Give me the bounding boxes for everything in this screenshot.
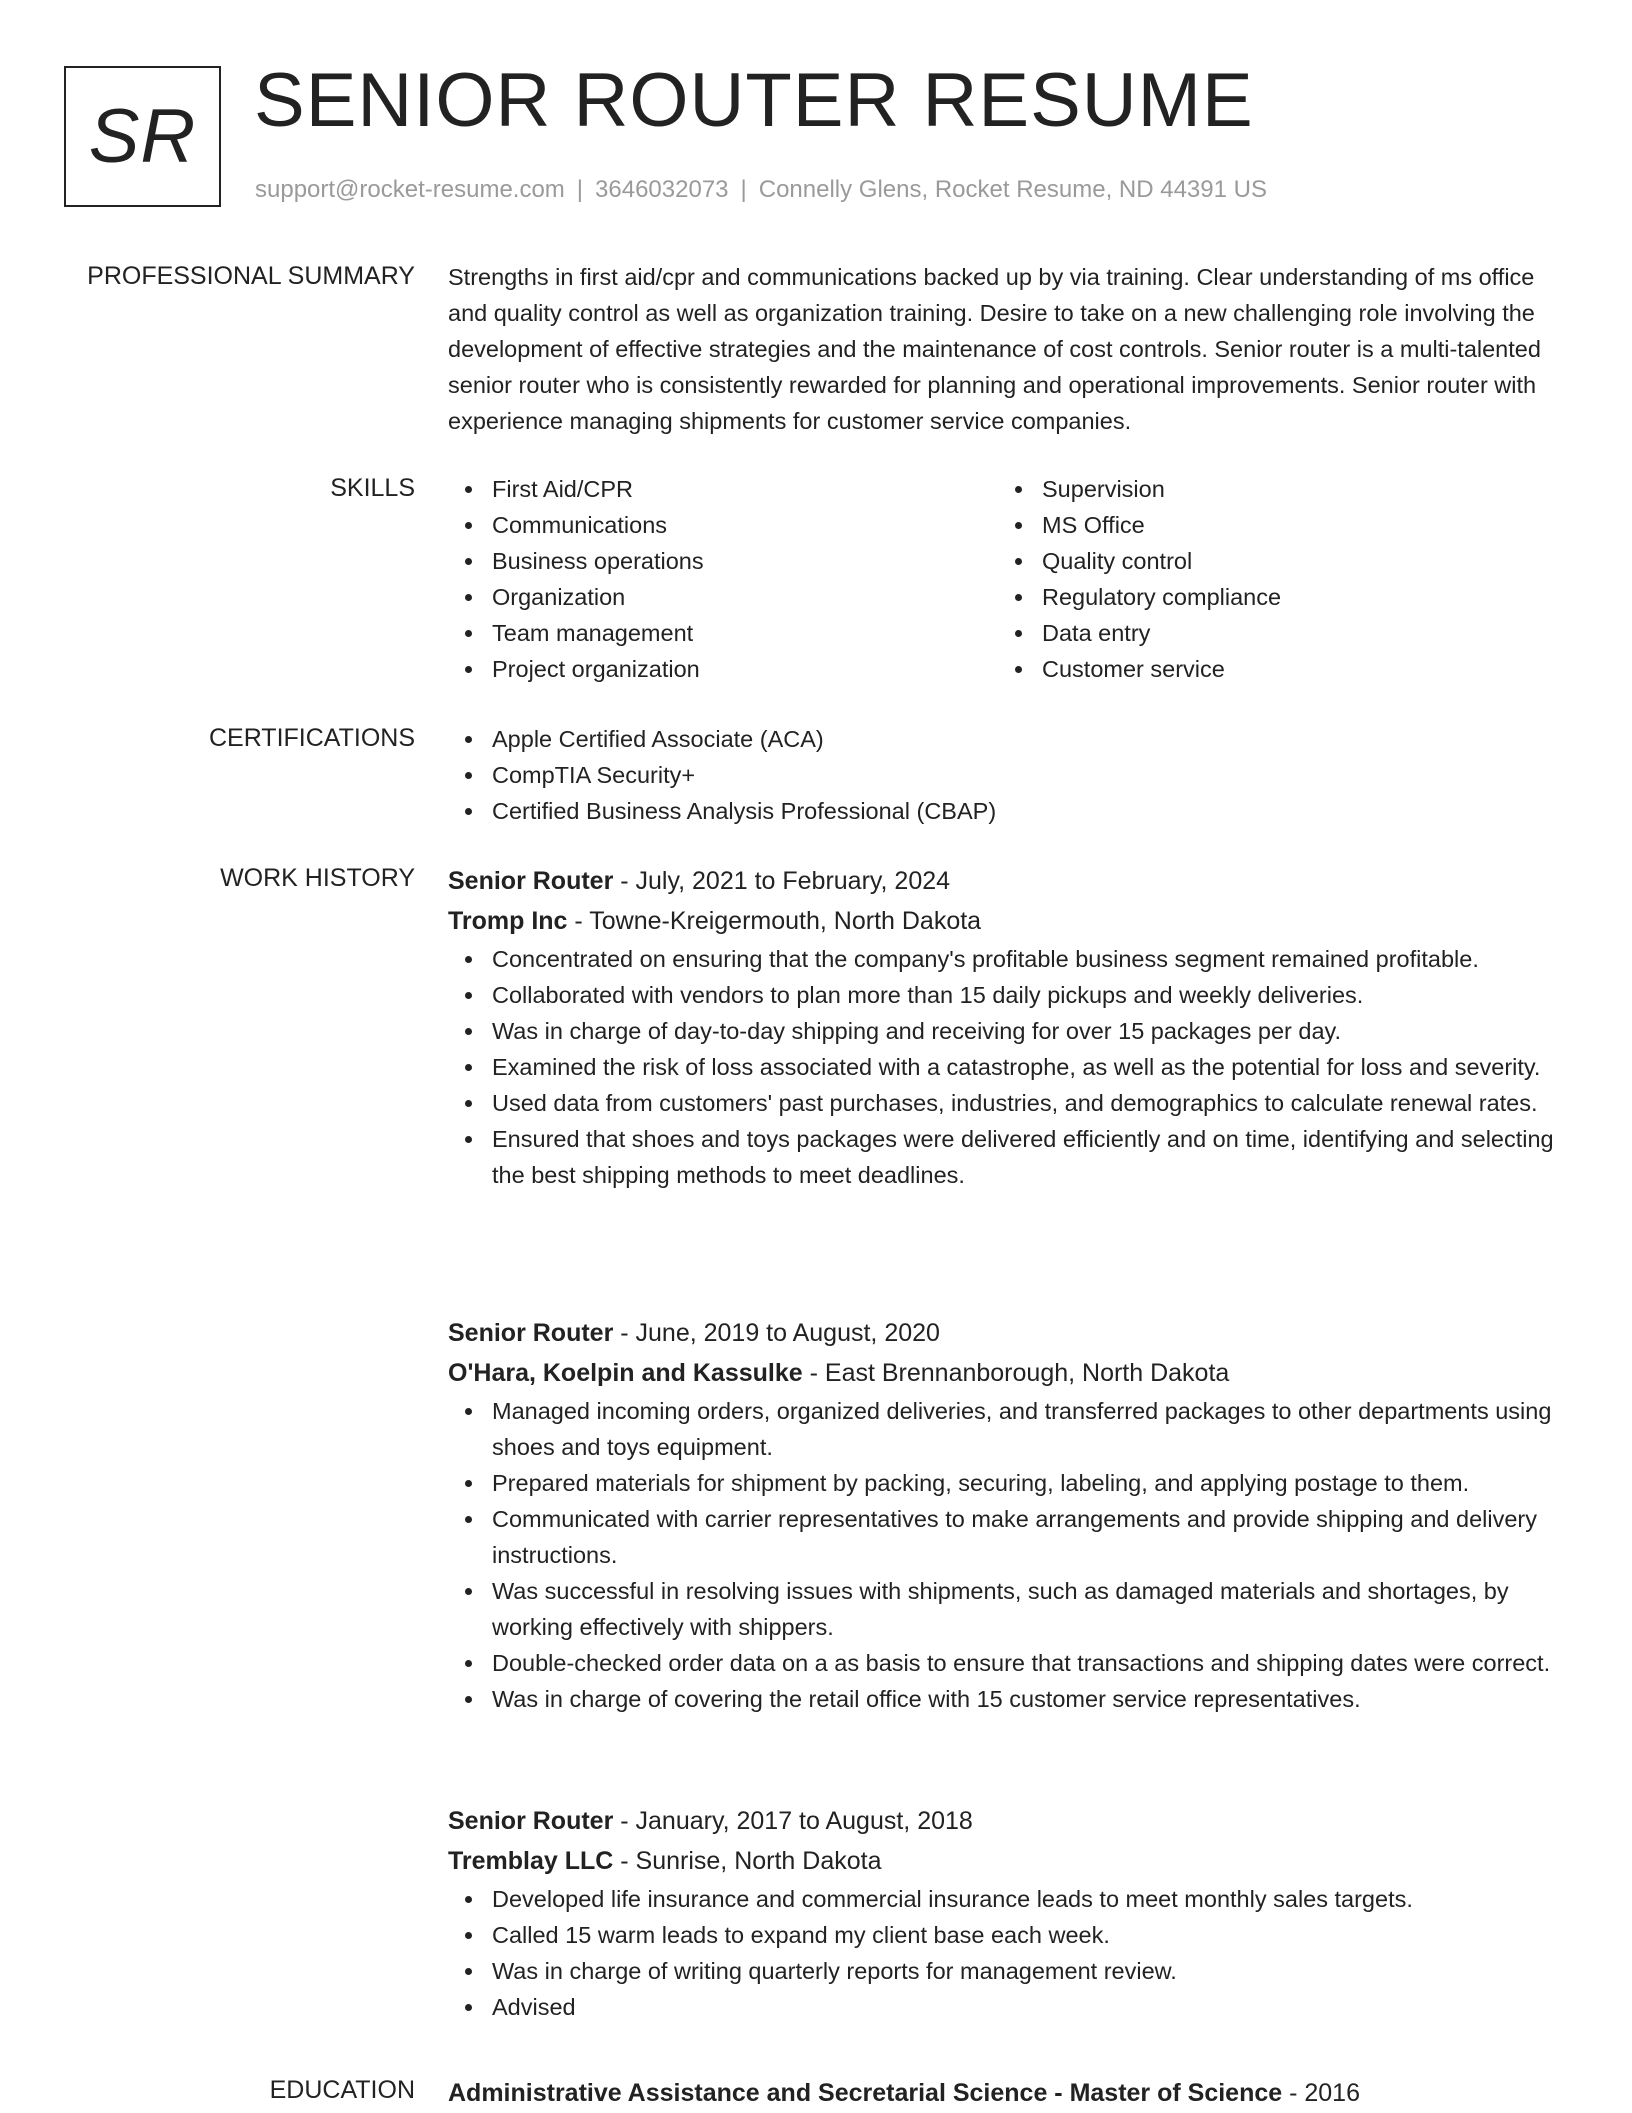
certifications-body	[448, 721, 1568, 829]
skill-item: Organization	[492, 579, 998, 615]
job-dates: - July, 2021 to February, 2024	[613, 867, 951, 895]
job-duty-item: Ensured that shoes and toys packages were delivered efficiently and on time, identifying and selecting the best shipping methods to meet deadlines.	[492, 1121, 1568, 1193]
job-title: Senior Router	[448, 1807, 614, 1835]
job-entry	[448, 1801, 1568, 2025]
job-duty-item: Was in charge of day-to-day shipping and receiving for over 15 packages per day.	[492, 1013, 1568, 1049]
job-title-line	[448, 1801, 1568, 1841]
job-company: Tromp Inc	[448, 907, 568, 935]
job-duty-item: Called 15 warm leads to expand my client base each week.	[492, 1917, 1568, 1953]
skill-item: Project organization	[492, 651, 998, 687]
job-duty-item: Advised	[492, 1989, 1568, 2025]
contact-phone: 3646032073	[595, 176, 729, 203]
job-duty-item: Communicated with carrier representatives to make arrangements and provide shipping and delivery instructions.	[492, 1501, 1568, 1573]
contact-separator: |	[576, 176, 584, 203]
section-label-education: EDUCATION	[269, 2076, 415, 2104]
job-title: Senior Router	[448, 867, 614, 895]
job-entry	[448, 1313, 1568, 1717]
education-line	[448, 2073, 1568, 2113]
skill-item: MS Office	[1042, 507, 1548, 543]
job-duty-item: Was in charge of covering the retail office with 15 customer service representatives.	[492, 1681, 1568, 1717]
certification-item: Certified Business Analysis Professional (CBAP)	[492, 793, 1568, 829]
job-duty-item: Double-checked order data on a as basis to ensure that transactions and shipping dates were correct.	[492, 1645, 1568, 1681]
job-location: - Sunrise, North Dakota	[613, 1847, 882, 1875]
job-company: O'Hara, Koelpin and Kassulke	[448, 1359, 803, 1387]
skill-item: Supervision	[1042, 471, 1548, 507]
job-duty-item: Was in charge of writing quarterly reports for management review.	[492, 1953, 1568, 1989]
education-year: - 2016	[1282, 2079, 1360, 2107]
education-body	[448, 2073, 1568, 2113]
job-dates: - June, 2019 to August, 2020	[613, 1319, 940, 1347]
skills-body	[448, 471, 1568, 687]
section-label-certifications: CERTIFICATIONS	[208, 724, 415, 752]
job-dates: - January, 2017 to August, 2018	[613, 1807, 973, 1835]
job-duty-item: Collaborated with vendors to plan more than 15 daily pickups and weekly deliveries.	[492, 977, 1568, 1013]
contact-separator: |	[740, 176, 747, 203]
initials-monogram	[64, 66, 221, 207]
education-degree: Administrative Assistance and Secretarial Science - Master of Science	[448, 2079, 1283, 2107]
initials-text: SR	[88, 94, 197, 179]
job-title-line	[448, 1313, 1568, 1353]
section-label-skills: SKILLS	[330, 474, 415, 502]
certification-item: Apple Certified Associate (ACA)	[492, 721, 1568, 757]
job-location: - Towne-Kreigermouth, North Dakota	[567, 907, 982, 935]
skill-item: Customer service	[1042, 651, 1548, 687]
resume-title: SENIOR ROUTER RESUME	[254, 58, 1254, 143]
skills-list-right	[998, 471, 1548, 687]
job-duty-item: Prepared materials for shipment by packing, securing, labeling, and applying postage to them.	[492, 1465, 1568, 1501]
contact-line	[255, 173, 1267, 207]
job-location: - East Brennanborough, North Dakota	[802, 1359, 1230, 1387]
certifications-list	[448, 721, 1568, 829]
job-company-line	[448, 1353, 1568, 1393]
job-company: Tremblay LLC	[448, 1847, 614, 1875]
certification-item: CompTIA Security+	[492, 757, 1568, 793]
job-duties-list	[448, 1881, 1568, 2025]
job-company-line	[448, 1841, 1568, 1881]
section-label-work-history: WORK HISTORY	[220, 864, 415, 892]
skill-item: Business operations	[492, 543, 998, 579]
skill-item: Data entry	[1042, 615, 1548, 651]
contact-address: Connelly Glens, Rocket Resume, ND 44391 US	[758, 176, 1267, 203]
job-duty-item: Developed life insurance and commercial insurance leads to meet monthly sales targets.	[492, 1881, 1568, 1917]
job-title-line	[448, 861, 1568, 901]
job-duty-item: Examined the risk of loss associated with a catastrophe, as well as the potential for loss and severity.	[492, 1049, 1568, 1085]
job-company-line	[448, 901, 1568, 941]
skill-item: Communications	[492, 507, 998, 543]
job-duty-item: Was successful in resolving issues with shipments, such as damaged materials and shortages, by working effectively with shippers.	[492, 1573, 1568, 1645]
job-duty-item: Managed incoming orders, organized deliveries, and transferred packages to other departments using shoes and toys equipment.	[492, 1393, 1568, 1465]
job-duties-list	[448, 1393, 1568, 1717]
skills-column-right	[998, 471, 1548, 687]
job-duty-item: Concentrated on ensuring that the company's profitable business segment remained profitable.	[492, 941, 1568, 977]
section-label-summary: PROFESSIONAL SUMMARY	[87, 262, 415, 290]
skill-item: Regulatory compliance	[1042, 579, 1548, 615]
skill-item: Quality control	[1042, 543, 1548, 579]
summary-body	[448, 259, 1568, 439]
job-entry	[448, 861, 1568, 1193]
job-duty-item: Used data from customers' past purchases, industries, and demographics to calculate renewal rates.	[492, 1085, 1568, 1121]
skill-item: Team management	[492, 615, 998, 651]
summary-text: Strengths in first aid/cpr and communications backed up by via training. Clear understanding of ms office and quality control as well as organization training. Desire to take on a new challenging role involving the development of effective strategies and the maintenance of cost controls. Senior router is a multi-talented senior router who is consistently rewarded for planning and operational improvements. Senior router with experience managing shipments for customer service companies.	[448, 264, 1541, 434]
skills-column-left	[448, 471, 998, 687]
skills-list-left	[448, 471, 998, 687]
job-title: Senior Router	[448, 1319, 614, 1347]
contact-email: support@rocket-resume.com	[255, 176, 565, 203]
job-duties-list	[448, 941, 1568, 1193]
skill-item: First Aid/CPR	[492, 471, 998, 507]
